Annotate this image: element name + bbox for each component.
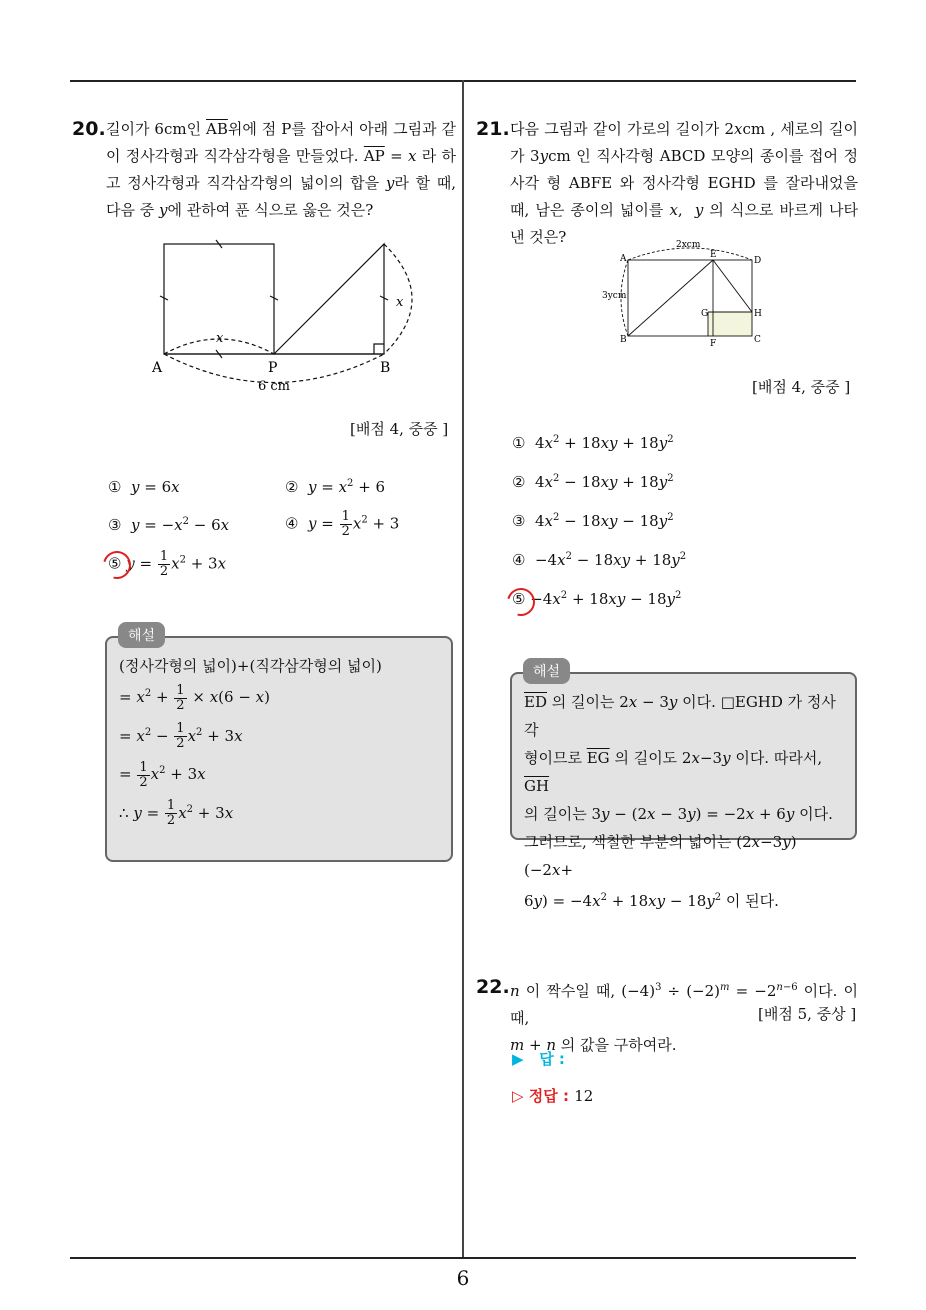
answer-label: 답 : xyxy=(539,1050,565,1068)
q20-option-1[interactable]: ① y = 6x xyxy=(108,478,180,496)
q20-option-5[interactable]: ⑤ y = $\frac{1}{2}$ $x^2 + 3x$ xyxy=(108,549,227,579)
solution-line: ∴ y = $\frac{1}{2}$ $x^2 + 3x$ xyxy=(119,798,234,828)
column-divider xyxy=(462,80,464,1258)
label-f: F xyxy=(710,339,717,349)
correct-answer-row xyxy=(512,1085,593,1106)
label-e: E xyxy=(710,250,717,260)
q21-option-3[interactable]: ③ $4x^2 - 18xy - 18y^2$ xyxy=(512,512,674,530)
question-number: 22. xyxy=(476,976,510,998)
q20-option-2[interactable]: ② $y = x^2 + 6$ xyxy=(285,478,386,496)
solution-line: $\overline{ED}$ 의 길이는 2x − 3y 이다. □EGHD 가 정사각 xyxy=(524,693,836,739)
q21-option-2[interactable]: ② $4x^2 - 18xy + 18y^2$ xyxy=(512,473,674,491)
q20-solution-box xyxy=(105,636,453,862)
label-c: C xyxy=(754,335,761,345)
q20-solution-tag: 해설 xyxy=(118,622,165,648)
right-triangle xyxy=(274,244,384,354)
label-d: D xyxy=(754,256,762,266)
label-p: P xyxy=(268,360,278,376)
question-number: 20. xyxy=(72,118,106,140)
solution-line: 형이므로 $\overline{EG}$ 의 길이도 2x−3y 이다. 따라서, $\overline{GH}$ xyxy=(524,749,823,795)
solution-line: 의 길이는 3y − (2x − 3y) = −2x + 6y 이다. xyxy=(524,805,833,823)
question-number: 21. xyxy=(476,118,510,140)
question-text: 길이가 6cm인 $\overline{AB}$위에 점 P를 잡아서 아래 그림과 같이 정사각형과 직각삼각형을 만들었다. $\overline{AP} = x$ 라 하고 정사각형과 직각삼각형의 넓이의 합을 y라 할 때, 다음 중 y에 관하여 푼 식으로 옳은 것은? xyxy=(106,120,456,219)
page-number: 6 xyxy=(456,1266,470,1290)
correct-label: 정답 : xyxy=(528,1087,569,1105)
correct-value: 12 xyxy=(574,1087,594,1105)
answer-row xyxy=(512,1048,565,1069)
selected-answer-mark xyxy=(502,583,540,621)
question-text: n 이 짝수일 때, $(-4)^3 \div (-2)^m = -2^{n-6}$ 이다. 이 때, m + n 의 값을 구하여라. xyxy=(510,982,859,1054)
q20-score: [배점 4, 중중 ] xyxy=(350,420,449,438)
q22-score: [배점 5, 중상 ] xyxy=(758,1005,857,1023)
solution-line: = $x^2$ + $\frac{1}{2}$ × x(6 − x) xyxy=(119,682,270,713)
solution-line: 그러므로, 색칠한 부분의 넓이는 (2x−3y)(−2x+ xyxy=(524,833,797,879)
q21-figure xyxy=(598,236,778,350)
question-text: 다음 그림과 같이 가로의 길이가 2xcm , 세로의 길이가 3ycm 인 직사각형 ABCD 모양의 종이를 접어 정사각 형 ABFE 와 정사각형 EGHD 를 잘라내었을 때, 남은 종이의 넓이를 x, y 의 식으로 바르게 나타낸 것은? xyxy=(510,120,858,246)
label-height: 3ycm xyxy=(602,291,627,301)
solution-line: = $x^2$ − $\frac{1}{2}$ $x^2 + 3x$ xyxy=(119,721,243,751)
q21-solution-box xyxy=(510,672,857,910)
q20-figure xyxy=(140,236,430,396)
play-icon: ▶ xyxy=(512,1050,524,1068)
q21-option-1[interactable]: ① $4x^2 + 18xy + 18y^2$ xyxy=(512,434,674,452)
label-x-top: x xyxy=(216,331,224,346)
label-a: A xyxy=(152,360,163,376)
q20-option-3[interactable]: ③ $y = -x^2 - 6x$ xyxy=(108,516,230,534)
label-b: B xyxy=(620,335,627,345)
label-length: 6 cm xyxy=(258,379,291,394)
q21-solution-tag: 해설 xyxy=(523,658,570,684)
q20-option-4[interactable]: ④ y = $\frac{1}{2}$ $x^2 + 3$ xyxy=(285,509,400,539)
q21-option-4[interactable]: ④ $-4x^2 - 18xy + 18y^2$ xyxy=(512,551,687,569)
q21-score: [배점 4, 중중 ] xyxy=(752,378,851,396)
question-21 xyxy=(476,116,858,251)
label-width: 2xcm xyxy=(676,240,701,250)
q21-option-5[interactable]: ⑤ $-4x^2 + 18xy - 18y^2$ xyxy=(512,590,682,608)
solution-line: (정사각형의 넓이)+(직각삼각형의 넓이) xyxy=(119,657,382,675)
play-outline-icon: ▷ xyxy=(512,1087,524,1105)
solution-line: $6y) = -4x^2 + 18xy - 18y^2$ 이 된다. xyxy=(524,892,779,910)
question-20 xyxy=(72,116,456,224)
solution-line: = $\frac{1}{2}$ $x^2 + 3x$ xyxy=(119,759,206,790)
shaded-region xyxy=(708,312,752,336)
label-b: B xyxy=(380,360,391,376)
label-a: A xyxy=(620,254,627,264)
label-x-right: x xyxy=(396,295,404,310)
bottom-rule xyxy=(70,1257,856,1259)
label-h: H xyxy=(754,309,762,319)
label-g: G xyxy=(701,309,709,319)
